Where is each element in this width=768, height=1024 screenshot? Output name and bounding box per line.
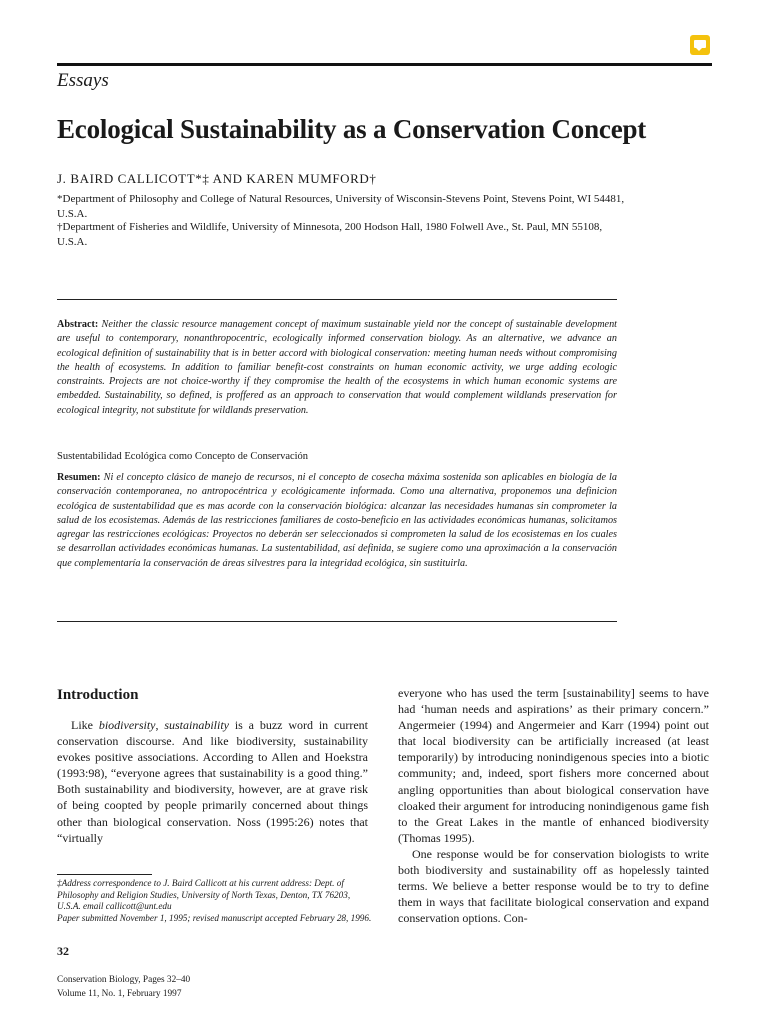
abstract-text: Neither the classic resource management concept of maximum sustainable yield nor the concept of sustainable development are useful to contemporary, nonanthropocentric, ecologically informed conservation biology. As an alternative, we advance an ecological definition of sustainability that is in better accord with biological conservation: meeting human needs without compromising the health of ecosystems. In addition to familiar benefit-cost constraints on human economic activity, we urge adding ecologic constraints. Projects are not choice-worthy if they compromise the health of the ecosystems in which human economic systems are embedded. Sustainability, so defined, is proffered as an approach to conservation that would complement wildlands preservation for ecological integrity, not substitute for wildlands preservation. [57,319,617,416]
footnote-address: ‡Address correspondence to J. Baird Callicott at his current address: Dept. of Philosophy and Religion Studies, University of North Texas, Denton, TX 76203, U.S.A. email callicott@unt.edu [57,878,351,912]
header-rule [57,63,712,66]
abstract-label: Abstract: [57,319,99,330]
comment-icon[interactable] [690,35,710,55]
affiliation-2: †Department of Fisheries and Wildlife, University of Minnesota, 200 Hodson Hall, 1980 Folwell Ave., St. Paul, MN 55108, U.S.A. [57,221,603,248]
abstract-top-rule [57,299,617,300]
abstract [57,318,617,418]
footnote-submitted: Paper submitted November 1, 1995; revised manuscript accepted February 28, 1996. [57,912,372,923]
resumen-label: Resumen: [57,472,101,483]
section-label: Essays [57,70,109,91]
footnote-rule [57,874,152,875]
introduction-heading: Introduction [57,687,139,703]
intro-paragraph-1: Like biodiversity, sustainability is a buzz word in current conservation discourse. And like biodiversity, sustainability evokes positive associations. According to Allen and Hoekstra (1993:98), “everyone agrees that sustainability is a good thing.” Both sustainability and biodiversity, however, are at grave risk of being coopted by people primarily concerned about things other than biological conservation. Noss (1995:26) notes that “virtually [57,718,368,845]
resumen-text: Ni el concepto clásico de manejo de recursos, ni el concepto de cosecha máxima sostenida son aplicables en biología de la conservación contemporanea, no antropocéntrica y ecológicamente informada. Como una alternativa, proponemos una definicion ecológica de sustentabilidad que es mas acorde con la conservación biológica: alcanzar las necesidades humanas sin comprometer la salud de los ecosistemas. Además de las restricciones familiares de costo-beneficio en las actividades económicas humanas, solicitamos agregar las restricciones ecológicas: Proyectos no deberán ser seleccionados si comprometen la salud de los ecosistemas en los cuales se desarrollan actividades económicas humanas. La sustentabilidad, así definida, se sugiere como una aproximación a la conservación que complementaría la conservación de áreas silvestres para la integridad ecológica, sin sustituirla. [57,472,617,569]
page-number: 32 [57,944,69,958]
intro-paragraph-2: everyone who has used the term [sustainability] seems to have had ‘human needs and aspirations’ as their primary concern.” Angermeier (1994) and Angermeier and Karr (1994) point out that local biodiversity can be artificially increased (at least temporarily) by introducing nonindigenous species into a biotic community; and, indeed, sport fishers more concerned about angling opportunities than about biological conservation have cloaked their argument for introducing nonindigenous game fish to the Great Lakes in the mantle of enhanced biodiversity (Thomas 1995). [398,686,709,845]
intro-right-column [398,685,709,926]
journal-line-1: Conservation Biology, Pages 32–40 [57,975,191,985]
spanish-title: Sustentabilidad Ecológica como Concepto de Conservación [57,451,309,462]
article-title: Ecological Sustainability as a Conservation Concept [57,114,647,144]
resumen [57,471,617,571]
footnote [57,878,372,924]
intro-paragraph-3: One response would be for conservation biologists to write both biodiversity and sustainability off as hopelessly tainted terms. We believe a better response would be to try to define them in ways that facilitate biological conservation and expand conservation options. Con- [398,846,709,926]
authors: J. BAIRD CALLICOTT*‡ AND KAREN MUMFORD† [57,171,377,186]
journal-line-2: Volume 11, No. 1, February 1997 [57,988,182,999]
journal-info [57,974,190,1001]
affiliation-1: *Department of Philosophy and College of Natural Resources, University of Wisconsin-Stevens Point, Stevens Point, WI 54481, U.S.A. [57,193,625,220]
abstract-bottom-rule [57,621,617,622]
